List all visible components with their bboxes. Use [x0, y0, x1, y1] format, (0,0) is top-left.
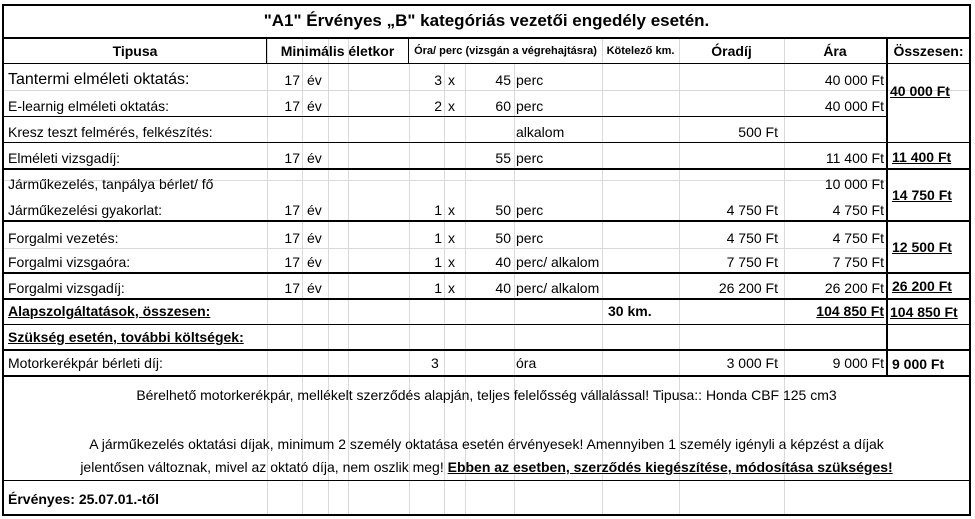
valid-from: Érvényes: 25.07.01.-től: [8, 491, 159, 507]
header-type: Tipusa: [112, 43, 158, 59]
row-quantity: 50: [495, 202, 511, 218]
row-unit: perc/ alkalom: [516, 254, 600, 270]
row-name: Járműkezelés, tanpálya bérlet/ fő: [8, 176, 214, 192]
summary-total: 104 850 Ft: [890, 304, 958, 320]
row-name: Forgalmi vezetés:: [8, 230, 119, 246]
row-age: 17: [284, 280, 300, 296]
moto-unit: óra: [516, 355, 537, 371]
row-age: 17: [284, 150, 300, 166]
row-price: 4 750 Ft: [832, 230, 884, 246]
row-name: Forgalmi vizsgadíj:: [8, 280, 125, 296]
row-age-unit: év: [307, 254, 322, 270]
row-name: Kresz teszt felmérés, felkészítés:: [8, 124, 213, 140]
row-multiplier: x: [448, 72, 455, 88]
row-price: 40 000 Ft: [824, 72, 884, 88]
note-pricing-line1: A járműkezelés oktatási díjak, minimum 2 személy oktatása esetén érvényesek! Amennyiben 1 személy igényli a képzést a díjak: [89, 436, 884, 452]
row-age-unit: év: [307, 98, 322, 114]
row-quantity: 40: [495, 254, 511, 270]
row-price: 10 000 Ft: [824, 176, 884, 192]
header-hours: Óra/ perc (vizsgán a végrehajtásra): [414, 45, 597, 57]
price-table: [2, 4, 971, 516]
row-price: 7 750 Ft: [832, 254, 884, 270]
moto-price: 9 000 Ft: [832, 355, 884, 371]
row-multiplier: x: [448, 202, 455, 218]
row-count: 1: [434, 280, 442, 296]
total-exam: 11 400 Ft: [892, 149, 952, 165]
row-hourly-rate: 4 750 Ft: [726, 202, 778, 218]
total-traffic-exam: 26 200 Ft: [892, 278, 952, 294]
summary-label: Alapszolgáltatások, összesen:: [8, 303, 211, 319]
row-unit: perc/ alkalom: [516, 280, 600, 296]
header-total: Összesen:: [893, 43, 964, 59]
row-unit: perc: [516, 72, 544, 88]
summary-km: 30 km.: [608, 303, 652, 319]
header-price: Ára: [823, 43, 847, 59]
row-age-unit: év: [307, 150, 322, 166]
row-multiplier: x: [448, 98, 455, 114]
total-traffic: 12 500 Ft: [892, 239, 952, 255]
row-age: 17: [284, 98, 300, 114]
row-count: 3: [434, 72, 442, 88]
row-multiplier: x: [448, 254, 455, 270]
row-multiplier: x: [448, 230, 455, 246]
row-count: 1: [434, 254, 442, 270]
summary-price: 104 850 Ft: [816, 303, 884, 319]
extra-costs-heading: Szükség esetén, további költségek:: [8, 329, 244, 345]
row-quantity: 55: [495, 150, 511, 166]
row-unit: alkalom: [516, 124, 565, 140]
row-hourly-rate: 4 750 Ft: [726, 230, 778, 246]
moto-name: Motorkerékpár bérleti díj:: [8, 355, 163, 371]
row-hourly-rate: 500 Ft: [738, 124, 778, 140]
note-pricing-emphasis: Ebben az esetben, szerződés kiegészítése, módosítása szükséges!: [447, 459, 893, 475]
header-min-age: Minimális életkor: [280, 43, 395, 59]
row-age-unit: év: [307, 72, 322, 88]
row-quantity: 40: [495, 280, 511, 296]
row-age: 17: [284, 202, 300, 218]
row-name: Elméleti vizsgadíj:: [8, 150, 121, 166]
row-age: 17: [284, 230, 300, 246]
row-count: 1: [434, 230, 442, 246]
row-name: Járműkezelési gyakorlat:: [8, 202, 163, 218]
row-unit: perc: [516, 98, 544, 114]
row-unit: perc: [516, 150, 544, 166]
row-age: 17: [284, 72, 300, 88]
row-age-unit: év: [307, 230, 322, 246]
moto-total: 9 000 Ft: [892, 356, 945, 372]
row-unit: perc: [516, 202, 544, 218]
row-hourly-rate: 26 200 Ft: [718, 280, 778, 296]
note-pricing-line2: [2, 457, 971, 477]
row-price: 26 200 Ft: [824, 280, 884, 296]
note-pricing-plain: jelentősen változnak, mivel az oktató díja, nem oszlik meg!: [80, 459, 448, 475]
row-price: 11 400 Ft: [825, 150, 884, 166]
row-price: 4 750 Ft: [832, 202, 884, 218]
row-multiplier: x: [448, 280, 455, 296]
row-age-unit: év: [307, 280, 322, 296]
row-count: 1: [434, 202, 442, 218]
note-rental: Bérelhető motorkerékpár, mellékelt szerződés alapján, teljes felelősség vállalással! Tipusa:: Honda CBF 125 cm3: [136, 387, 837, 403]
row-quantity: 50: [495, 230, 511, 246]
header-hourly: Óradíj: [711, 43, 752, 59]
row-count: 2: [434, 98, 442, 114]
row-hourly-rate: 7 750 Ft: [726, 254, 778, 270]
row-age: 17: [284, 254, 300, 270]
total-theory: 40 000 Ft: [890, 83, 950, 99]
row-price: 40 000 Ft: [824, 98, 884, 114]
total-vehicle-handling: 14 750 Ft: [892, 187, 952, 203]
row-quantity: 60: [495, 98, 511, 114]
row-quantity: 45: [495, 72, 511, 88]
row-name: Forgalmi vizsgaóra:: [8, 254, 131, 270]
header-km: Kötelező km.: [606, 45, 675, 57]
row-name: Tantermi elméleti oktatás:: [8, 71, 190, 88]
moto-count: 3: [431, 355, 439, 371]
row-unit: perc: [516, 230, 544, 246]
row-age-unit: év: [307, 202, 322, 218]
page-title: "A1" Érvényes „B" kategóriás vezetői engedély esetén.: [263, 11, 710, 30]
moto-hourly: 3 000 Ft: [726, 355, 778, 371]
row-name: E-learnig elméleti oktatás:: [8, 98, 170, 114]
